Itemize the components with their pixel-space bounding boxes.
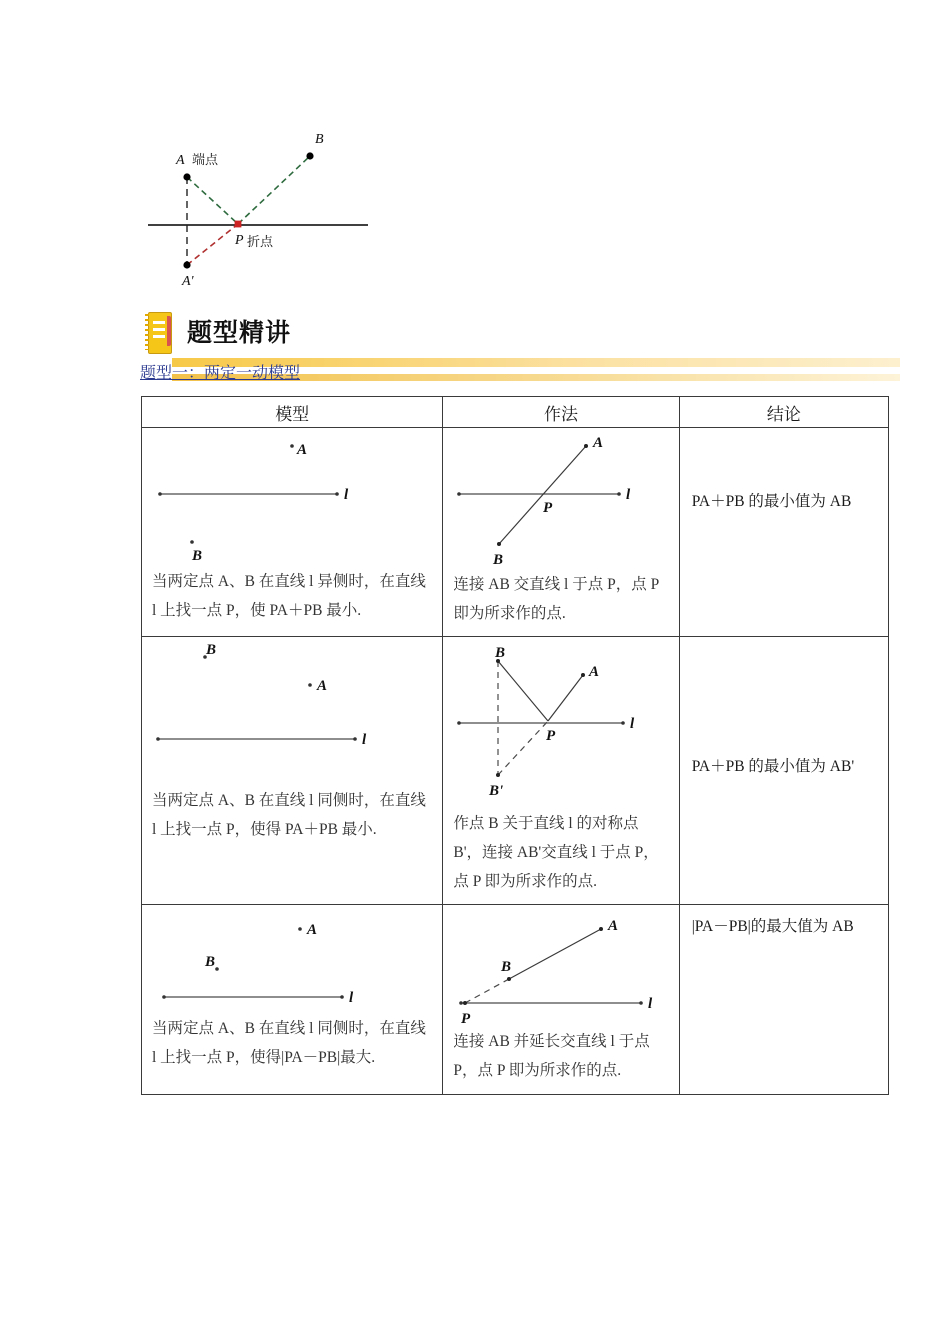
reflection-principle-svg <box>140 110 400 290</box>
label-B-prime: B' <box>489 783 504 800</box>
model-figure-2 <box>152 643 433 783</box>
point-A <box>298 928 302 932</box>
reflection-principle-figure <box>140 110 400 290</box>
table-row <box>142 637 889 905</box>
segment-BP <box>498 661 548 721</box>
table-row <box>142 428 889 637</box>
segment-PB <box>238 156 310 224</box>
line-l-left-endpoint <box>158 492 162 496</box>
line-l-right-endpoint <box>622 722 626 726</box>
point-B <box>497 542 501 546</box>
label-l: l <box>349 990 354 1007</box>
cell-model-2 <box>142 637 443 905</box>
line-l-left-endpoint <box>458 722 462 726</box>
method-figure-2 <box>453 643 667 808</box>
label-B: B <box>206 643 217 659</box>
label-P-desc: 折点 <box>247 235 274 250</box>
table-header-row <box>142 397 889 428</box>
segment-A-prime-P <box>187 224 238 265</box>
point-B <box>507 977 511 981</box>
point-B-prime <box>496 773 500 777</box>
header-model: 模型 <box>142 397 443 428</box>
label-B: B <box>192 548 203 564</box>
label-A-desc: 端点 <box>192 153 219 168</box>
cell-model-3 <box>142 905 443 1094</box>
page-title: 题型精讲 <box>187 317 292 347</box>
method-figure-3 <box>453 911 667 1026</box>
method-caption-1: 连接 AB 交直线 l 于点 P，点 P 即为所求作的点. <box>453 576 659 622</box>
cell-method-1 <box>443 428 679 637</box>
label-l: l <box>648 996 653 1013</box>
conclusion-1: PA＋PB 的最小值为 AB <box>691 493 852 510</box>
segment-AP <box>187 177 238 224</box>
segment-PA <box>548 675 583 721</box>
label-A: A <box>593 435 604 451</box>
cell-conclusion-2 <box>679 637 888 905</box>
subsection-heading <box>140 358 900 384</box>
method-figure-1 <box>453 434 667 569</box>
point-A <box>584 444 588 448</box>
line-l-left-endpoint <box>460 1002 464 1006</box>
point-A-prime <box>183 261 190 268</box>
label-P: P <box>543 500 553 516</box>
label-A: A <box>608 918 619 935</box>
conclusion-3: |PA－PB|的最大值为 AB <box>691 918 854 936</box>
label-A: A <box>589 664 600 681</box>
model-method-conclusion-table <box>141 396 889 1095</box>
line-l-right-endpoint <box>640 1002 644 1006</box>
point-A <box>308 684 312 688</box>
cell-model-1 <box>142 428 443 637</box>
line-l-left-endpoint <box>458 492 462 496</box>
label-B: B <box>495 645 506 662</box>
label-A: A <box>297 442 308 458</box>
label-A-prime: A' <box>182 274 194 289</box>
label-l: l <box>630 716 635 733</box>
cell-conclusion-3 <box>679 905 888 1094</box>
point-A <box>599 927 603 931</box>
segment-B-prime-P <box>498 721 548 775</box>
point-B <box>306 152 313 159</box>
header-method: 作法 <box>443 397 679 428</box>
label-P: P <box>235 233 244 248</box>
point-P <box>463 1001 467 1005</box>
label-P: P <box>461 1011 471 1027</box>
subsection-title: 题型一：两定一动模型 <box>140 363 301 382</box>
point-A <box>183 173 190 180</box>
label-B: B <box>493 552 504 568</box>
label-B: B <box>205 954 216 971</box>
cell-method-2 <box>443 637 679 905</box>
segment-BA <box>509 929 601 979</box>
notebook-icon <box>145 312 171 352</box>
cell-method-3 <box>443 905 679 1094</box>
header-conclusion: 结论 <box>679 397 888 428</box>
label-B: B <box>315 132 324 147</box>
line-l-right-endpoint <box>618 492 622 496</box>
label-l: l <box>344 487 349 503</box>
point-B <box>190 540 194 544</box>
label-l: l <box>362 732 367 749</box>
label-l: l <box>626 487 631 503</box>
label-A: A <box>176 153 185 168</box>
table-row <box>142 905 889 1094</box>
label-A: A <box>317 678 328 695</box>
label-B: B <box>501 959 512 976</box>
segment-AB <box>499 446 586 544</box>
label-A: A <box>307 922 318 939</box>
method-caption-2: 作点 B 关于直线 l 的对称点 B'，连接 AB'交直线 l 于点 P，点 P 即为所求作的点. <box>453 815 659 890</box>
method-caption-3: 连接 AB 并延长交直线 l 于点 P，点 P 即为所求作的点. <box>453 1033 650 1080</box>
line-l-left-endpoint <box>156 738 160 742</box>
label-P: P <box>546 728 556 745</box>
line-l-right-endpoint <box>340 996 344 1000</box>
cell-conclusion-1 <box>679 428 888 637</box>
model-caption-2: 当两定点 A、B 在直线 l 同侧时，在直线 l 上找一点 P，使得 PA＋PB 最小. <box>152 792 426 839</box>
line-l-right-endpoint <box>353 738 357 742</box>
line-l-right-endpoint <box>335 492 339 496</box>
section-heading <box>145 312 291 352</box>
point-B <box>215 968 219 972</box>
point-A <box>290 444 294 448</box>
model-caption-3: 当两定点 A、B 在直线 l 同侧时，在直线 l 上找一点 P，使得|PA－PB|最大. <box>152 1020 426 1067</box>
point-A <box>581 673 585 677</box>
conclusion-2: PA＋PB 的最小值为 AB' <box>691 758 855 776</box>
model-figure-1 <box>152 434 433 564</box>
model-caption-1: 当两定点 A、B 在直线 l 异侧时，在直线 l 上找一点 P，使 PA＋PB 最小. <box>152 573 426 619</box>
model-figure-3 <box>152 911 433 1011</box>
segment-PB-extension <box>465 979 509 1003</box>
line-l-left-endpoint <box>162 996 166 1000</box>
point-P <box>235 221 242 228</box>
